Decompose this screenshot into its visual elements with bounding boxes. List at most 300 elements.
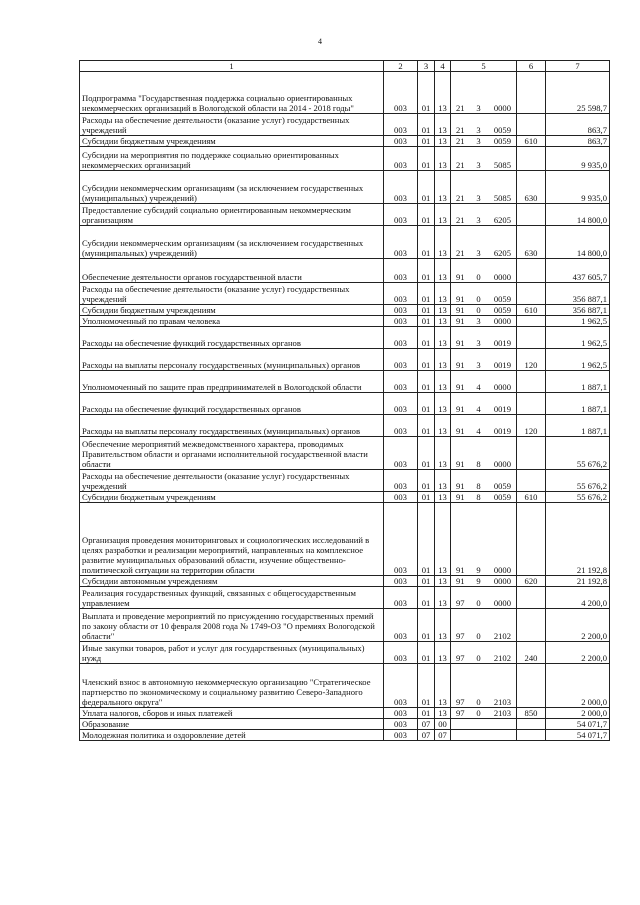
subsection-code: 13	[435, 415, 451, 437]
section-code: 01	[418, 415, 435, 437]
expense-type	[517, 393, 546, 415]
table-row	[80, 664, 610, 708]
target-article	[451, 305, 517, 316]
expense-type	[517, 327, 546, 349]
subsection-code: 13	[435, 327, 451, 349]
section-code: 01	[418, 503, 435, 576]
expense-type: 610	[517, 492, 546, 503]
article-prg2: 9	[476, 565, 481, 575]
subsection-code: 13	[435, 259, 451, 283]
ministry-code: 003	[384, 327, 418, 349]
expense-type: 120	[517, 349, 546, 371]
ministry-code: 003	[384, 664, 418, 708]
header-col-4: 4	[435, 61, 451, 72]
ministry-code: 003	[384, 72, 418, 114]
table-row	[80, 147, 610, 171]
article-prg1: 21	[456, 160, 465, 170]
item-name: Расходы на обеспечение деятельности (оказание услуг) государственных учреждений	[80, 283, 384, 305]
amount: 1 887,1	[546, 415, 610, 437]
section-code: 01	[418, 609, 435, 642]
article-prg2: 0	[476, 272, 481, 282]
article-prg2: 0	[476, 653, 481, 663]
subsection-code: 13	[435, 576, 451, 587]
section-code: 01	[418, 349, 435, 371]
target-article-parts	[453, 565, 514, 575]
subsection-code: 13	[435, 492, 451, 503]
article-prg2: 0	[476, 631, 481, 641]
section-code: 01	[418, 204, 435, 226]
section-code: 01	[418, 226, 435, 259]
subsection-code: 13	[435, 204, 451, 226]
expense-type	[517, 730, 546, 741]
section-code: 01	[418, 470, 435, 492]
amount: 356 887,1	[546, 283, 610, 305]
article-prg2: 3	[476, 193, 481, 203]
subsection-code: 13	[435, 305, 451, 316]
section-code: 01	[418, 664, 435, 708]
expense-type	[517, 609, 546, 642]
table-row	[80, 730, 610, 741]
target-article-parts	[453, 492, 514, 502]
ministry-code: 003	[384, 204, 418, 226]
article-prg3: 0019	[493, 338, 511, 348]
article-prg1: 91	[456, 360, 465, 370]
subsection-code: 13	[435, 437, 451, 470]
article-prg3: 0059	[493, 481, 511, 491]
amount: 55 676,2	[546, 437, 610, 470]
article-prg2: 3	[476, 360, 481, 370]
article-prg3: 0000	[493, 459, 511, 469]
item-name: Предоставление субсидий социально ориентированным некоммерческим организациям	[80, 204, 384, 226]
target-article	[451, 327, 517, 349]
target-article-parts	[453, 697, 514, 707]
expense-type	[517, 147, 546, 171]
target-article-parts	[453, 294, 514, 304]
subsection-code: 13	[435, 470, 451, 492]
article-prg1: 91	[456, 459, 465, 469]
ministry-code: 003	[384, 415, 418, 437]
item-name: Выплата и проведение мероприятий по присуждению государственных премий по закону области от 10 февраля 2008 года № 1749-ОЗ "О премиях Вологодской области"	[80, 609, 384, 642]
article-prg3: 2103	[493, 697, 511, 707]
target-article	[451, 437, 517, 470]
item-name: Субсидии некоммерческим организациям (за исключением государственных (муниципальных) учреждений)	[80, 226, 384, 259]
target-article	[451, 316, 517, 327]
article-prg1: 21	[456, 193, 465, 203]
expense-type: 120	[517, 415, 546, 437]
table-row	[80, 437, 610, 470]
table-row	[80, 587, 610, 609]
ministry-code: 003	[384, 226, 418, 259]
amount: 55 676,2	[546, 470, 610, 492]
ministry-code: 003	[384, 316, 418, 327]
article-prg1: 91	[456, 316, 465, 326]
amount: 863,7	[546, 114, 610, 136]
subsection-code: 13	[435, 349, 451, 371]
target-article	[451, 349, 517, 371]
article-prg2: 0	[476, 305, 481, 315]
ministry-code: 003	[384, 259, 418, 283]
table-header	[80, 61, 610, 72]
expense-type	[517, 587, 546, 609]
table-row	[80, 136, 610, 147]
amount: 21 192,8	[546, 503, 610, 576]
subsection-code: 13	[435, 316, 451, 327]
target-article-parts	[453, 459, 514, 469]
target-article	[451, 136, 517, 147]
target-article-parts	[453, 316, 514, 326]
article-prg3: 0059	[493, 492, 511, 502]
table-row	[80, 349, 610, 371]
section-code: 07	[418, 719, 435, 730]
amount: 2 200,0	[546, 609, 610, 642]
target-article-parts	[453, 360, 514, 370]
table-row	[80, 204, 610, 226]
target-article	[451, 492, 517, 503]
article-prg1: 97	[456, 631, 465, 641]
section-code: 01	[418, 316, 435, 327]
header-col-1: 1	[80, 61, 384, 72]
target-article	[451, 642, 517, 664]
target-article-parts	[453, 404, 514, 414]
subsection-code: 00	[435, 719, 451, 730]
target-article-parts	[453, 125, 514, 135]
item-name: Субсидии бюджетным учреждениям	[80, 136, 384, 147]
article-prg2: 3	[476, 103, 481, 113]
expense-type	[517, 72, 546, 114]
header-col-7: 7	[546, 61, 610, 72]
article-prg3: 2102	[493, 631, 511, 641]
ministry-code: 003	[384, 730, 418, 741]
target-article-parts	[453, 193, 514, 203]
table-row	[80, 316, 610, 327]
item-name: Образование	[80, 719, 384, 730]
article-prg1: 91	[456, 382, 465, 392]
item-name: Реализация государственных функций, связанных с общегосударственным управлением	[80, 587, 384, 609]
section-code: 01	[418, 327, 435, 349]
subsection-code: 13	[435, 147, 451, 171]
article-prg2: 3	[476, 316, 481, 326]
header-col-3: 3	[418, 61, 435, 72]
expense-type	[517, 664, 546, 708]
expense-type	[517, 283, 546, 305]
item-name: Иные закупки товаров, работ и услуг для государственных (муниципальных) нужд	[80, 642, 384, 664]
target-article	[451, 664, 517, 708]
target-article-parts	[453, 708, 514, 718]
ministry-code: 003	[384, 114, 418, 136]
expense-type	[517, 437, 546, 470]
article-prg3: 5085	[493, 160, 511, 170]
table-row	[80, 708, 610, 719]
article-prg1: 91	[456, 305, 465, 315]
ministry-code: 003	[384, 147, 418, 171]
expense-type: 630	[517, 171, 546, 204]
amount: 55 676,2	[546, 492, 610, 503]
amount: 9 935,0	[546, 147, 610, 171]
ministry-code: 003	[384, 587, 418, 609]
ministry-code: 003	[384, 503, 418, 576]
article-prg1: 97	[456, 653, 465, 663]
section-code: 01	[418, 437, 435, 470]
target-article	[451, 503, 517, 576]
item-name: Членский взнос в автономную некоммерческую организацию "Стратегическое партнерство по экономическому и социальному развитию Северо-Западного федерального округа"	[80, 664, 384, 708]
subsection-code: 13	[435, 609, 451, 642]
item-name: Субсидии на мероприятия по поддержке социально ориентированных некоммерческих организаций	[80, 147, 384, 171]
expense-type: 240	[517, 642, 546, 664]
article-prg3: 0000	[493, 565, 511, 575]
ministry-code: 003	[384, 492, 418, 503]
target-article	[451, 72, 517, 114]
article-prg2: 4	[476, 426, 481, 436]
article-prg1: 91	[456, 576, 465, 586]
item-name: Уплата налогов, сборов и иных платежей	[80, 708, 384, 719]
header-col-5: 5	[451, 61, 517, 72]
table-row	[80, 371, 610, 393]
subsection-code: 13	[435, 136, 451, 147]
section-code: 01	[418, 576, 435, 587]
item-name: Субсидии автономным учреждениям	[80, 576, 384, 587]
target-article	[451, 730, 517, 741]
article-prg1: 91	[456, 426, 465, 436]
article-prg3: 0019	[493, 426, 511, 436]
table-row	[80, 171, 610, 204]
target-article-parts	[453, 631, 514, 641]
expense-type: 630	[517, 226, 546, 259]
expense-type	[517, 114, 546, 136]
subsection-code: 13	[435, 664, 451, 708]
amount: 1 887,1	[546, 371, 610, 393]
expense-type	[517, 316, 546, 327]
article-prg1: 91	[456, 492, 465, 502]
article-prg3: 0019	[493, 404, 511, 414]
header-row	[80, 61, 610, 72]
section-code: 01	[418, 587, 435, 609]
target-article	[451, 393, 517, 415]
section-code: 01	[418, 642, 435, 664]
item-name: Молодежная политика и оздоровление детей	[80, 730, 384, 741]
header-col-2: 2	[384, 61, 418, 72]
amount: 54 071,7	[546, 730, 610, 741]
amount: 356 887,1	[546, 305, 610, 316]
page-number: 4	[318, 37, 322, 46]
ministry-code: 003	[384, 437, 418, 470]
target-article-parts	[453, 272, 514, 282]
article-prg3: 2103	[493, 708, 511, 718]
table-row	[80, 114, 610, 136]
amount: 1 962,5	[546, 327, 610, 349]
article-prg3: 0000	[493, 382, 511, 392]
section-code: 01	[418, 393, 435, 415]
target-article	[451, 708, 517, 719]
article-prg3: 6205	[493, 248, 511, 258]
ministry-code: 003	[384, 576, 418, 587]
amount: 25 598,7	[546, 72, 610, 114]
amount: 21 192,8	[546, 576, 610, 587]
amount: 4 200,0	[546, 587, 610, 609]
section-code: 01	[418, 259, 435, 283]
target-article	[451, 470, 517, 492]
article-prg2: 4	[476, 382, 481, 392]
target-article-parts	[453, 215, 514, 225]
article-prg2: 3	[476, 136, 481, 146]
article-prg3: 0000	[493, 598, 511, 608]
article-prg3: 5085	[493, 193, 511, 203]
ministry-code: 003	[384, 371, 418, 393]
subsection-code: 13	[435, 171, 451, 204]
subsection-code: 13	[435, 72, 451, 114]
target-article-parts	[453, 653, 514, 663]
article-prg2: 8	[476, 481, 481, 491]
target-article-parts	[453, 248, 514, 258]
item-name: Организация проведения мониторинговых и социологических исследований в целях разработки и реализации мероприятий, направленных на комплексное развитие муниципальных образований области, изучение общественно-политической ситуации на территории области	[80, 503, 384, 576]
item-name: Расходы на обеспечение функций государственных органов	[80, 393, 384, 415]
article-prg3: 0059	[493, 294, 511, 304]
section-code: 01	[418, 708, 435, 719]
target-article	[451, 371, 517, 393]
ministry-code: 003	[384, 708, 418, 719]
article-prg1: 21	[456, 125, 465, 135]
article-prg1: 91	[456, 565, 465, 575]
table-row	[80, 719, 610, 730]
section-code: 01	[418, 305, 435, 316]
expense-type: 610	[517, 305, 546, 316]
article-prg2: 0	[476, 294, 481, 304]
ministry-code: 003	[384, 349, 418, 371]
article-prg2: 8	[476, 459, 481, 469]
article-prg2: 9	[476, 576, 481, 586]
budget-table	[79, 60, 610, 741]
ministry-code: 003	[384, 609, 418, 642]
subsection-code: 13	[435, 283, 451, 305]
table-row	[80, 283, 610, 305]
article-prg3: 0059	[493, 125, 511, 135]
expense-type: 620	[517, 576, 546, 587]
target-article	[451, 609, 517, 642]
article-prg2: 0	[476, 598, 481, 608]
section-code: 01	[418, 147, 435, 171]
article-prg3: 0000	[493, 103, 511, 113]
item-name: Расходы на обеспечение деятельности (оказание услуг) государственных учреждений	[80, 470, 384, 492]
item-name: Обеспечение деятельности органов государственной власти	[80, 259, 384, 283]
article-prg1: 91	[456, 404, 465, 414]
ministry-code: 003	[384, 283, 418, 305]
article-prg3: 0000	[493, 576, 511, 586]
article-prg2: 0	[476, 697, 481, 707]
target-article	[451, 576, 517, 587]
amount: 1 962,5	[546, 349, 610, 371]
section-code: 01	[418, 114, 435, 136]
item-name: Субсидии бюджетным учреждениям	[80, 305, 384, 316]
section-code: 07	[418, 730, 435, 741]
target-article-parts	[453, 598, 514, 608]
amount: 2 000,0	[546, 664, 610, 708]
target-article	[451, 171, 517, 204]
subsection-code: 13	[435, 114, 451, 136]
amount: 54 071,7	[546, 719, 610, 730]
amount: 1 962,5	[546, 316, 610, 327]
ministry-code: 003	[384, 171, 418, 204]
target-article	[451, 719, 517, 730]
target-article	[451, 587, 517, 609]
target-article-parts	[453, 103, 514, 113]
subsection-code: 13	[435, 708, 451, 719]
table-row	[80, 492, 610, 503]
article-prg2: 3	[476, 215, 481, 225]
article-prg3: 0000	[493, 272, 511, 282]
target-article	[451, 259, 517, 283]
target-article-parts	[453, 576, 514, 586]
table-row	[80, 305, 610, 316]
item-name: Уполномоченный по правам человека	[80, 316, 384, 327]
target-article	[451, 283, 517, 305]
target-article	[451, 226, 517, 259]
article-prg3: 0059	[493, 136, 511, 146]
expense-type	[517, 503, 546, 576]
ministry-code: 003	[384, 393, 418, 415]
article-prg1: 21	[456, 248, 465, 258]
article-prg1: 21	[456, 103, 465, 113]
section-code: 01	[418, 283, 435, 305]
item-name: Расходы на обеспечение функций государственных органов	[80, 327, 384, 349]
table-row	[80, 259, 610, 283]
article-prg1: 21	[456, 215, 465, 225]
article-prg2: 8	[476, 492, 481, 502]
article-prg2: 0	[476, 708, 481, 718]
amount: 437 605,7	[546, 259, 610, 283]
section-code: 01	[418, 72, 435, 114]
table-row	[80, 72, 610, 114]
table-row	[80, 470, 610, 492]
table-row	[80, 642, 610, 664]
table-row	[80, 609, 610, 642]
article-prg1: 97	[456, 708, 465, 718]
target-article-parts	[453, 136, 514, 146]
article-prg1: 21	[456, 136, 465, 146]
ministry-code: 003	[384, 470, 418, 492]
target-article	[451, 415, 517, 437]
target-article-parts	[453, 426, 514, 436]
section-code: 01	[418, 492, 435, 503]
table-body	[80, 72, 610, 741]
table-row	[80, 576, 610, 587]
article-prg2: 3	[476, 160, 481, 170]
article-prg3: 2102	[493, 653, 511, 663]
expense-type: 850	[517, 708, 546, 719]
ministry-code: 003	[384, 642, 418, 664]
subsection-code: 13	[435, 226, 451, 259]
amount: 14 800,0	[546, 226, 610, 259]
article-prg2: 3	[476, 125, 481, 135]
target-article-parts	[453, 305, 514, 315]
subsection-code: 13	[435, 587, 451, 609]
amount: 2 200,0	[546, 642, 610, 664]
target-article-parts	[453, 382, 514, 392]
amount: 2 000,0	[546, 708, 610, 719]
article-prg1: 97	[456, 598, 465, 608]
ministry-code: 003	[384, 136, 418, 147]
expense-type	[517, 259, 546, 283]
subsection-code: 07	[435, 730, 451, 741]
subsection-code: 13	[435, 642, 451, 664]
table-row	[80, 503, 610, 576]
expense-type	[517, 719, 546, 730]
table-row	[80, 415, 610, 437]
target-article	[451, 147, 517, 171]
target-article-parts	[453, 481, 514, 491]
target-article	[451, 114, 517, 136]
article-prg3: 0019	[493, 360, 511, 370]
article-prg1: 97	[456, 697, 465, 707]
article-prg2: 3	[476, 248, 481, 258]
